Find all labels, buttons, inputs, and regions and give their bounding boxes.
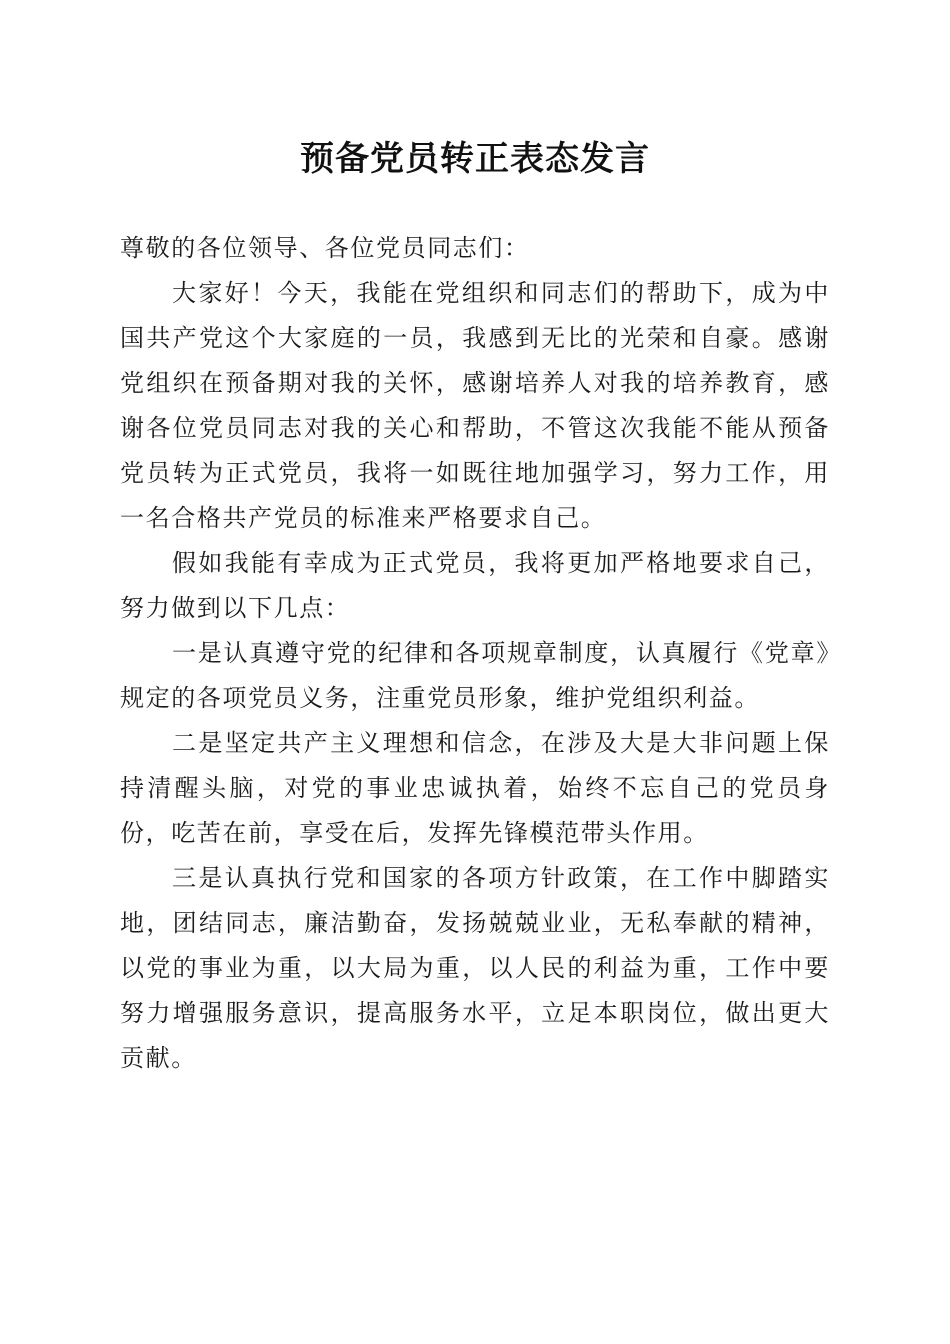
paragraph-greeting: 大家好！今天，我能在党组织和同志们的帮助下，成为中国共产党这个大家庭的一员，我感到无比的光荣和自豪。感谢党组织在预备期对我的关怀，感谢培养人对我的培养教育，感谢各位党员同志对我的关心和帮助，不管这次我能不能从预备党员转为正式党员，我将一如既往地加强学习，努力工作，用一名合格共产党员的标准来严格要求自己。 [120, 279, 830, 532]
paragraph-point-three: 三是认真执行党和国家的各项方针政策，在工作中脚踏实地，团结同志，廉洁勤奋，发扬兢兢业业，无私奉献的精神，以党的事业为重，以大局为重，以人民的利益为重，工作中要努力增强服务意识，提高服务水平，立足本职岗位，做出更大贡献。 [120, 864, 830, 1072]
paragraph-point-one: 一是认真遵守党的纪律和各项规章制度，认真履行《党章》规定的各项党员义务，注重党员形象，维护党组织利益。 [120, 639, 830, 712]
salutation: 尊敬的各位领导、各位党员同志们： [120, 234, 530, 262]
document-body [120, 226, 830, 1081]
paragraph-commitment-intro: 假如我能有幸成为正式党员，我将更加严格地要求自己，努力做到以下几点： [120, 549, 830, 622]
document-title: 预备党员转正表态发言 [300, 139, 650, 179]
paragraph-point-two: 二是坚定共产主义理想和信念，在涉及大是大非问题上保持清醒头脑，对党的事业忠诚执着，始终不忘自己的党员身份，吃苦在前，享受在后，发挥先锋模范带头作用。 [120, 729, 830, 847]
